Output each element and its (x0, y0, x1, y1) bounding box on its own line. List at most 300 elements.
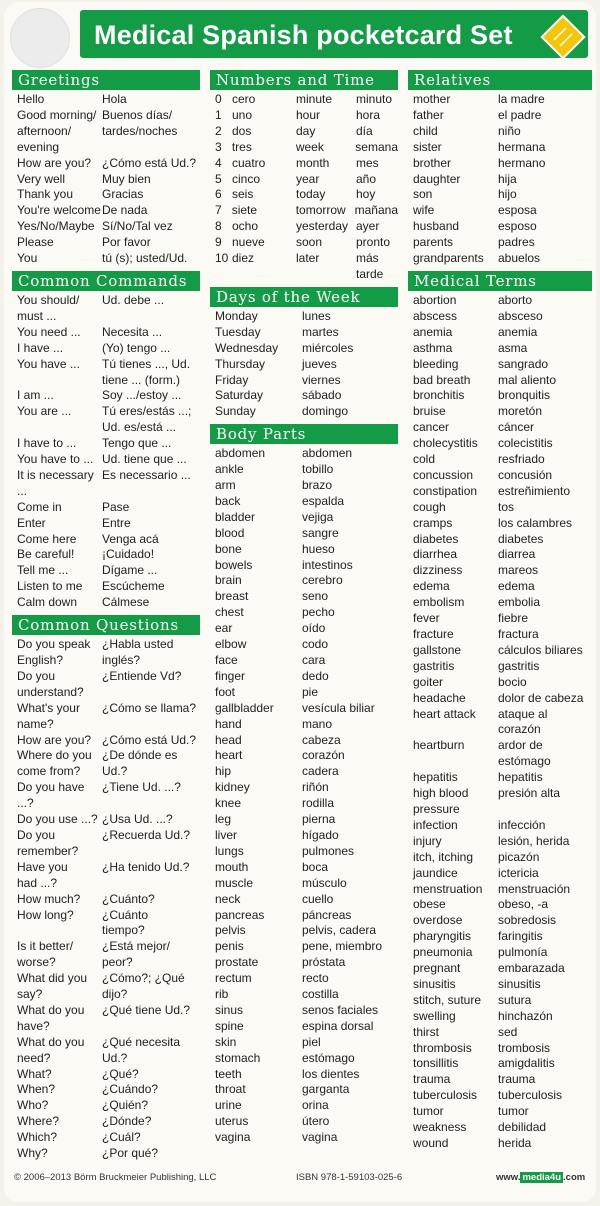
spanish-term: bronquitis (498, 388, 551, 403)
vocab-row (12, 1003, 200, 1035)
spanish-term: tú (s); usted/Ud. (102, 251, 188, 266)
english-term: I have ... (17, 340, 64, 355)
spanish-term: hijo (498, 187, 517, 202)
spanish-term: pelvis, cadera (302, 923, 377, 938)
english-term: leg (215, 812, 232, 827)
spanish-term: embarazada (498, 961, 565, 976)
section-common-commands (12, 271, 200, 611)
english-term: dizziness (413, 563, 463, 578)
spanish-term: cabeza (302, 732, 341, 747)
vocab-row (12, 892, 200, 908)
spanish-term: hermano (498, 155, 546, 170)
spanish-term: sobredosis (498, 913, 557, 928)
section-days-of-the-week (210, 287, 398, 420)
english-term: bronchitis (413, 388, 465, 403)
vocab-row (210, 1130, 398, 1146)
english-term: I am ... (17, 388, 54, 403)
spanish-term: diabetes (498, 531, 544, 546)
spanish-term: herida (498, 1136, 532, 1150)
vocab-row (210, 446, 398, 462)
number-digit: 3 (215, 139, 222, 154)
vocab-row (408, 468, 592, 484)
vocab-row (12, 92, 200, 108)
spanish-term: aborto (498, 292, 533, 307)
spanish-term: ¿Cuánto tiempo? (102, 907, 149, 938)
web-suffix: .com (563, 1172, 586, 1183)
spanish-term: vagina (302, 1130, 338, 1145)
spanish-term: anemia (498, 324, 538, 339)
english-term: I have to ... (17, 436, 77, 451)
english-term: tonsillitis (413, 1056, 459, 1071)
time-english: month (296, 155, 330, 170)
english-term: mother (413, 92, 451, 106)
vocab-row (12, 701, 200, 733)
spanish-term: sed (498, 1024, 518, 1039)
english-term: Yes/No/Maybe (17, 219, 95, 234)
english-term: breast (215, 589, 249, 604)
english-term: finger (215, 668, 246, 683)
english-term: back (215, 493, 241, 508)
english-term: rib (215, 987, 229, 1002)
spanish-term: corazón (302, 748, 345, 763)
english-term: jaundice (413, 865, 458, 880)
english-term: cough (413, 499, 446, 514)
spanish-term: pie (302, 684, 319, 699)
english-term: It is necessary ... (17, 467, 94, 498)
vocab-row (12, 219, 200, 235)
vocab-row (210, 892, 398, 908)
english-term: prostate (215, 955, 259, 970)
vocab-row (12, 1067, 200, 1083)
time-spanish: hoy (356, 187, 376, 202)
vocab-row (408, 325, 592, 341)
spanish-term: hinchazón (498, 1008, 553, 1023)
english-term: Good morning/ afternoon/ evening (17, 107, 97, 154)
spanish-term: edema (498, 579, 535, 594)
spanish-term: faringitis (498, 929, 543, 944)
english-term: sinusitis (413, 976, 456, 991)
spanish-term: próstata (302, 955, 346, 970)
english-term: uterus (215, 1114, 249, 1129)
english-term: Listen to me (17, 579, 83, 594)
spanish-term: Entre (102, 515, 131, 530)
vocab-row (210, 987, 398, 1003)
english-term: muscle (215, 875, 254, 890)
english-term: embolism (413, 595, 465, 610)
vocab-row (210, 251, 398, 283)
spanish-term: ¿Cómo se llama? (102, 700, 197, 715)
english-term: gastritis (413, 658, 455, 673)
vocab-row (210, 388, 398, 404)
vocab-row (210, 140, 398, 156)
english-term: abscess (413, 308, 458, 323)
english-term: You have to ... (17, 452, 94, 467)
english-term: daughter (413, 171, 461, 186)
section-title: Medical Terms (408, 271, 592, 291)
vocab-row (12, 357, 200, 389)
vocab-row (12, 293, 200, 325)
vocab-row (408, 388, 592, 404)
english-term: wife (413, 203, 435, 218)
english-term: You are ... (17, 404, 72, 419)
english-term: Do you understand? (17, 668, 84, 699)
number-digit: 8 (215, 219, 222, 234)
spanish-term: hueso (302, 541, 335, 556)
english-term: grandparents (413, 251, 484, 266)
vocab-row (408, 219, 592, 235)
vocab-row (408, 786, 592, 818)
english-term: How much? (17, 891, 81, 906)
english-term: hip (215, 764, 232, 779)
number-digit: 9 (215, 235, 222, 250)
vocab-row (408, 882, 592, 898)
spanish-term: ¿Cómo está Ud.? (102, 732, 197, 747)
english-term: Please (17, 235, 54, 250)
english-term: foot (215, 684, 236, 699)
section-title: Common Commands (12, 271, 200, 291)
spanish-term: miércoles (302, 340, 354, 355)
number-spanish: cinco (232, 171, 261, 186)
spanish-term: trauma (498, 1072, 536, 1087)
vocab-row (210, 1114, 398, 1130)
english-term: Do you speak English? (17, 637, 91, 667)
spanish-term: ¡Cuidado! (102, 547, 155, 562)
spanish-term: ¿Habla usted inglés? (102, 637, 174, 667)
vocab-row (408, 484, 592, 500)
spanish-term: De nada (102, 203, 148, 218)
english-term: arm (215, 478, 236, 493)
english-term: tumor (413, 1104, 444, 1119)
english-term: How long? (17, 907, 74, 922)
spanish-term: sábado (302, 388, 342, 403)
time-spanish: mes (356, 155, 379, 170)
english-term: pregnant (413, 961, 461, 976)
spanish-term: Ud. tiene que ... (102, 452, 187, 467)
number-spanish: diez (232, 251, 255, 266)
vocab-row (210, 860, 398, 876)
spanish-term: el padre (498, 107, 542, 122)
english-term: head (215, 732, 242, 747)
vocab-row (408, 945, 592, 961)
spanish-term: sangrado (498, 356, 549, 371)
number-digit: 10 (215, 251, 229, 266)
time-spanish: más tarde (356, 251, 384, 281)
spanish-term: ¿Ha tenido Ud.? (102, 859, 190, 874)
vocab-row (12, 325, 200, 341)
section-common-questions (12, 615, 200, 1162)
number-digit: 4 (215, 155, 222, 170)
vocab-row (12, 203, 200, 219)
number-spanish: uno (232, 107, 253, 122)
english-term: When? (17, 1082, 56, 1097)
vocab-row (408, 341, 592, 357)
vocab-row (408, 707, 592, 739)
english-term: Wednesday (215, 340, 279, 355)
vocab-row (12, 971, 200, 1003)
vocab-row (210, 357, 398, 373)
vocab-row (408, 140, 592, 156)
spanish-term: ¿Cuál? (102, 1130, 141, 1145)
spanish-term: pulmonía (498, 945, 548, 960)
english-term: Thank you (17, 187, 74, 202)
spanish-term: ¿Usa Ud. ...? (102, 812, 173, 827)
number-digit: 5 (215, 171, 222, 186)
card-logo-icon (540, 14, 586, 60)
vocab-row (12, 235, 200, 251)
english-term: parents (413, 235, 454, 250)
vocab-row (12, 404, 200, 436)
english-term: thrombosis (413, 1040, 472, 1055)
vocab-row (210, 124, 398, 140)
vocab-row (408, 293, 592, 309)
spanish-term: riñón (302, 780, 329, 795)
spanish-term: ¿Cuándo? (102, 1082, 159, 1097)
vocab-row (210, 844, 398, 860)
english-term: Enter (17, 515, 46, 530)
spanish-term: los dientes (302, 1066, 360, 1081)
english-term: diabetes (413, 531, 459, 546)
vocab-list (210, 444, 398, 1146)
spanish-term: Es necessario ... (102, 467, 191, 482)
spanish-term: tumor (498, 1104, 529, 1119)
english-term: infection (413, 817, 458, 832)
section-medical-terms (408, 271, 592, 1152)
spanish-term: ¿Cuánto? (102, 891, 155, 906)
english-term: bad breath (413, 372, 471, 387)
english-term: ear (215, 621, 233, 636)
spanish-term: absceso (498, 308, 543, 323)
column-1 (12, 70, 200, 1162)
english-term: fever (413, 611, 440, 626)
english-term: Hello (17, 92, 45, 106)
vocab-row (408, 611, 592, 627)
vocab-row (408, 420, 592, 436)
spanish-term: ataque al corazón (498, 706, 548, 737)
time-english: hour (296, 107, 321, 122)
vocab-row (408, 309, 592, 325)
vocab-row (12, 156, 200, 172)
english-term: teeth (215, 1066, 242, 1081)
column-3 (408, 70, 592, 1152)
spanish-term: sangre (302, 525, 339, 540)
spanish-term: obeso, -a (498, 897, 549, 912)
english-term: menstruation (413, 881, 483, 896)
spanish-term: Necesita ... (102, 324, 163, 339)
spanish-term: ¿Quién? (102, 1098, 149, 1113)
english-term: How are you? (17, 732, 92, 747)
footer (0, 1170, 600, 1186)
spanish-term: padres (498, 235, 535, 250)
vocab-row (408, 1056, 592, 1072)
spanish-term: orina (302, 1098, 329, 1113)
vocab-row (408, 929, 592, 945)
punch-hole (10, 8, 70, 68)
english-term: sinus (215, 1002, 244, 1017)
english-term: face (215, 653, 238, 667)
english-term: cancer (413, 420, 450, 435)
vocab-row (12, 563, 200, 579)
number-digit: 7 (215, 203, 222, 218)
time-english: today (296, 187, 326, 202)
isbn-text: ISBN 978-1-59103-025-6 (296, 1172, 403, 1183)
vocab-row (408, 500, 592, 516)
vocab-row (408, 595, 592, 611)
english-term: cold (413, 452, 436, 467)
vocab-row (12, 1130, 200, 1146)
vocab-row (408, 818, 592, 834)
spanish-term: piel (302, 1034, 321, 1049)
vocab-row (210, 187, 398, 203)
english-term: weakness (413, 1120, 467, 1135)
english-term: How are you? (17, 155, 92, 170)
spanish-term: la madre (498, 92, 545, 106)
spanish-term: Muy bien (102, 171, 151, 186)
english-term: You're welcome (17, 203, 101, 218)
vocab-row (408, 235, 592, 251)
spanish-term: Venga acá (102, 531, 159, 546)
number-spanish: nueve (232, 235, 265, 250)
spanish-term: ¿De dónde es Ud.? (102, 748, 178, 779)
spanish-term: Pase (102, 499, 130, 514)
spanish-term: codo (302, 637, 329, 652)
vocab-row (12, 516, 200, 532)
english-term: throat (215, 1082, 246, 1097)
vocab-row (210, 510, 398, 526)
vocab-row (12, 908, 200, 940)
spanish-term: pene, miembro (302, 939, 383, 954)
spanish-term: resfriado (498, 452, 545, 467)
vocab-row (12, 669, 200, 701)
english-term: Thursday (215, 356, 266, 371)
number-spanish: cuatro (232, 155, 266, 170)
time-spanish: mañana (354, 203, 398, 218)
spanish-term: ¿Cómo?; ¿Qué dijo? (102, 971, 185, 1002)
spanish-term: rodilla (302, 796, 335, 811)
vocab-row (12, 1114, 200, 1130)
english-term: pelvis (215, 923, 246, 938)
english-term: You (17, 251, 38, 266)
english-term: child (413, 123, 438, 138)
vocab-row (408, 1104, 592, 1120)
vocab-row (210, 219, 398, 235)
vocab-row (12, 1035, 200, 1067)
english-term: mouth (215, 859, 249, 874)
spanish-term: Sí/No/Tal vez (102, 219, 173, 234)
spanish-term: garganta (302, 1082, 350, 1097)
english-term: headache (413, 690, 466, 705)
spanish-term: ¿Tiene Ud. ...? (102, 780, 181, 795)
vocab-row (408, 92, 592, 108)
vocab-row (408, 436, 592, 452)
vocab-row (210, 1067, 398, 1083)
vocab-row (408, 547, 592, 563)
spanish-term: asma (498, 340, 528, 355)
vocab-list (12, 635, 200, 1162)
vocab-row (210, 685, 398, 701)
spanish-term: sutura (498, 992, 532, 1007)
english-term: chest (215, 605, 244, 620)
vocab-row (408, 961, 592, 977)
spanish-term: hermana (498, 139, 546, 154)
vocab-row (12, 468, 200, 500)
spanish-term: útero (302, 1114, 330, 1129)
vocab-row (12, 532, 200, 548)
vocab-row (210, 717, 398, 733)
vocab-row (210, 235, 398, 251)
spanish-term: domingo (302, 404, 349, 419)
vocab-row (12, 939, 200, 971)
spanish-term: diarrea (498, 547, 536, 562)
section-numbers-and-time (210, 70, 398, 283)
time-english: soon (296, 235, 323, 250)
spanish-term: hija (498, 171, 517, 186)
english-term: Which? (17, 1130, 58, 1145)
vocab-row (408, 834, 592, 850)
vocab-row (12, 1082, 200, 1098)
english-term: Saturday (215, 388, 264, 403)
time-english: week (295, 139, 324, 154)
english-term: brother (413, 155, 452, 170)
vocab-row (12, 108, 200, 156)
english-term: bleeding (413, 356, 459, 371)
spanish-term: Gracias (102, 187, 144, 202)
vocab-row (408, 691, 592, 707)
vocab-row (210, 1003, 398, 1019)
vocab-row (210, 876, 398, 892)
english-term: cramps (413, 515, 453, 530)
vocab-list (210, 90, 398, 283)
english-term: Calm down (17, 595, 78, 610)
vocab-row (210, 955, 398, 971)
english-term: liver (215, 827, 238, 842)
english-term: hepatitis (413, 770, 458, 785)
english-term: abdomen (215, 446, 266, 461)
english-term: sister (413, 139, 442, 154)
spanish-term: mareos (498, 563, 539, 578)
english-term: You have ... (17, 356, 80, 371)
vocab-row (210, 558, 398, 574)
english-term: ankle (215, 462, 244, 477)
publisher-link[interactable] (496, 1170, 585, 1186)
vocab-row (210, 621, 398, 637)
spanish-term: los calambres (498, 515, 573, 530)
vocab-row (210, 92, 398, 108)
time-spanish: día (356, 123, 373, 138)
number-digit: 1 (215, 107, 222, 122)
vocab-row (408, 977, 592, 993)
spanish-term: martes (302, 324, 339, 339)
number-digit: 2 (215, 123, 222, 138)
spanish-term: tobillo (302, 462, 334, 477)
spanish-term: hígado (302, 827, 339, 842)
vocab-row (408, 1120, 592, 1136)
vocab-row (210, 404, 398, 420)
vocab-row (12, 547, 200, 563)
english-term: heartburn (413, 738, 465, 753)
english-term: Tuesday (215, 324, 261, 339)
vocab-row (408, 373, 592, 389)
spanish-term: músculo (302, 875, 347, 890)
spanish-term: ¿Recuerda Ud.? (102, 827, 191, 842)
spanish-term: niño (498, 123, 521, 138)
vocab-row (210, 733, 398, 749)
english-term: father (413, 107, 444, 122)
spanish-term: amigdalitis (498, 1056, 555, 1071)
english-term: gallstone (413, 642, 462, 657)
number-spanish: siete (231, 203, 258, 218)
spanish-term: Hola (102, 92, 127, 106)
spanish-term: estreñimiento (498, 483, 571, 498)
